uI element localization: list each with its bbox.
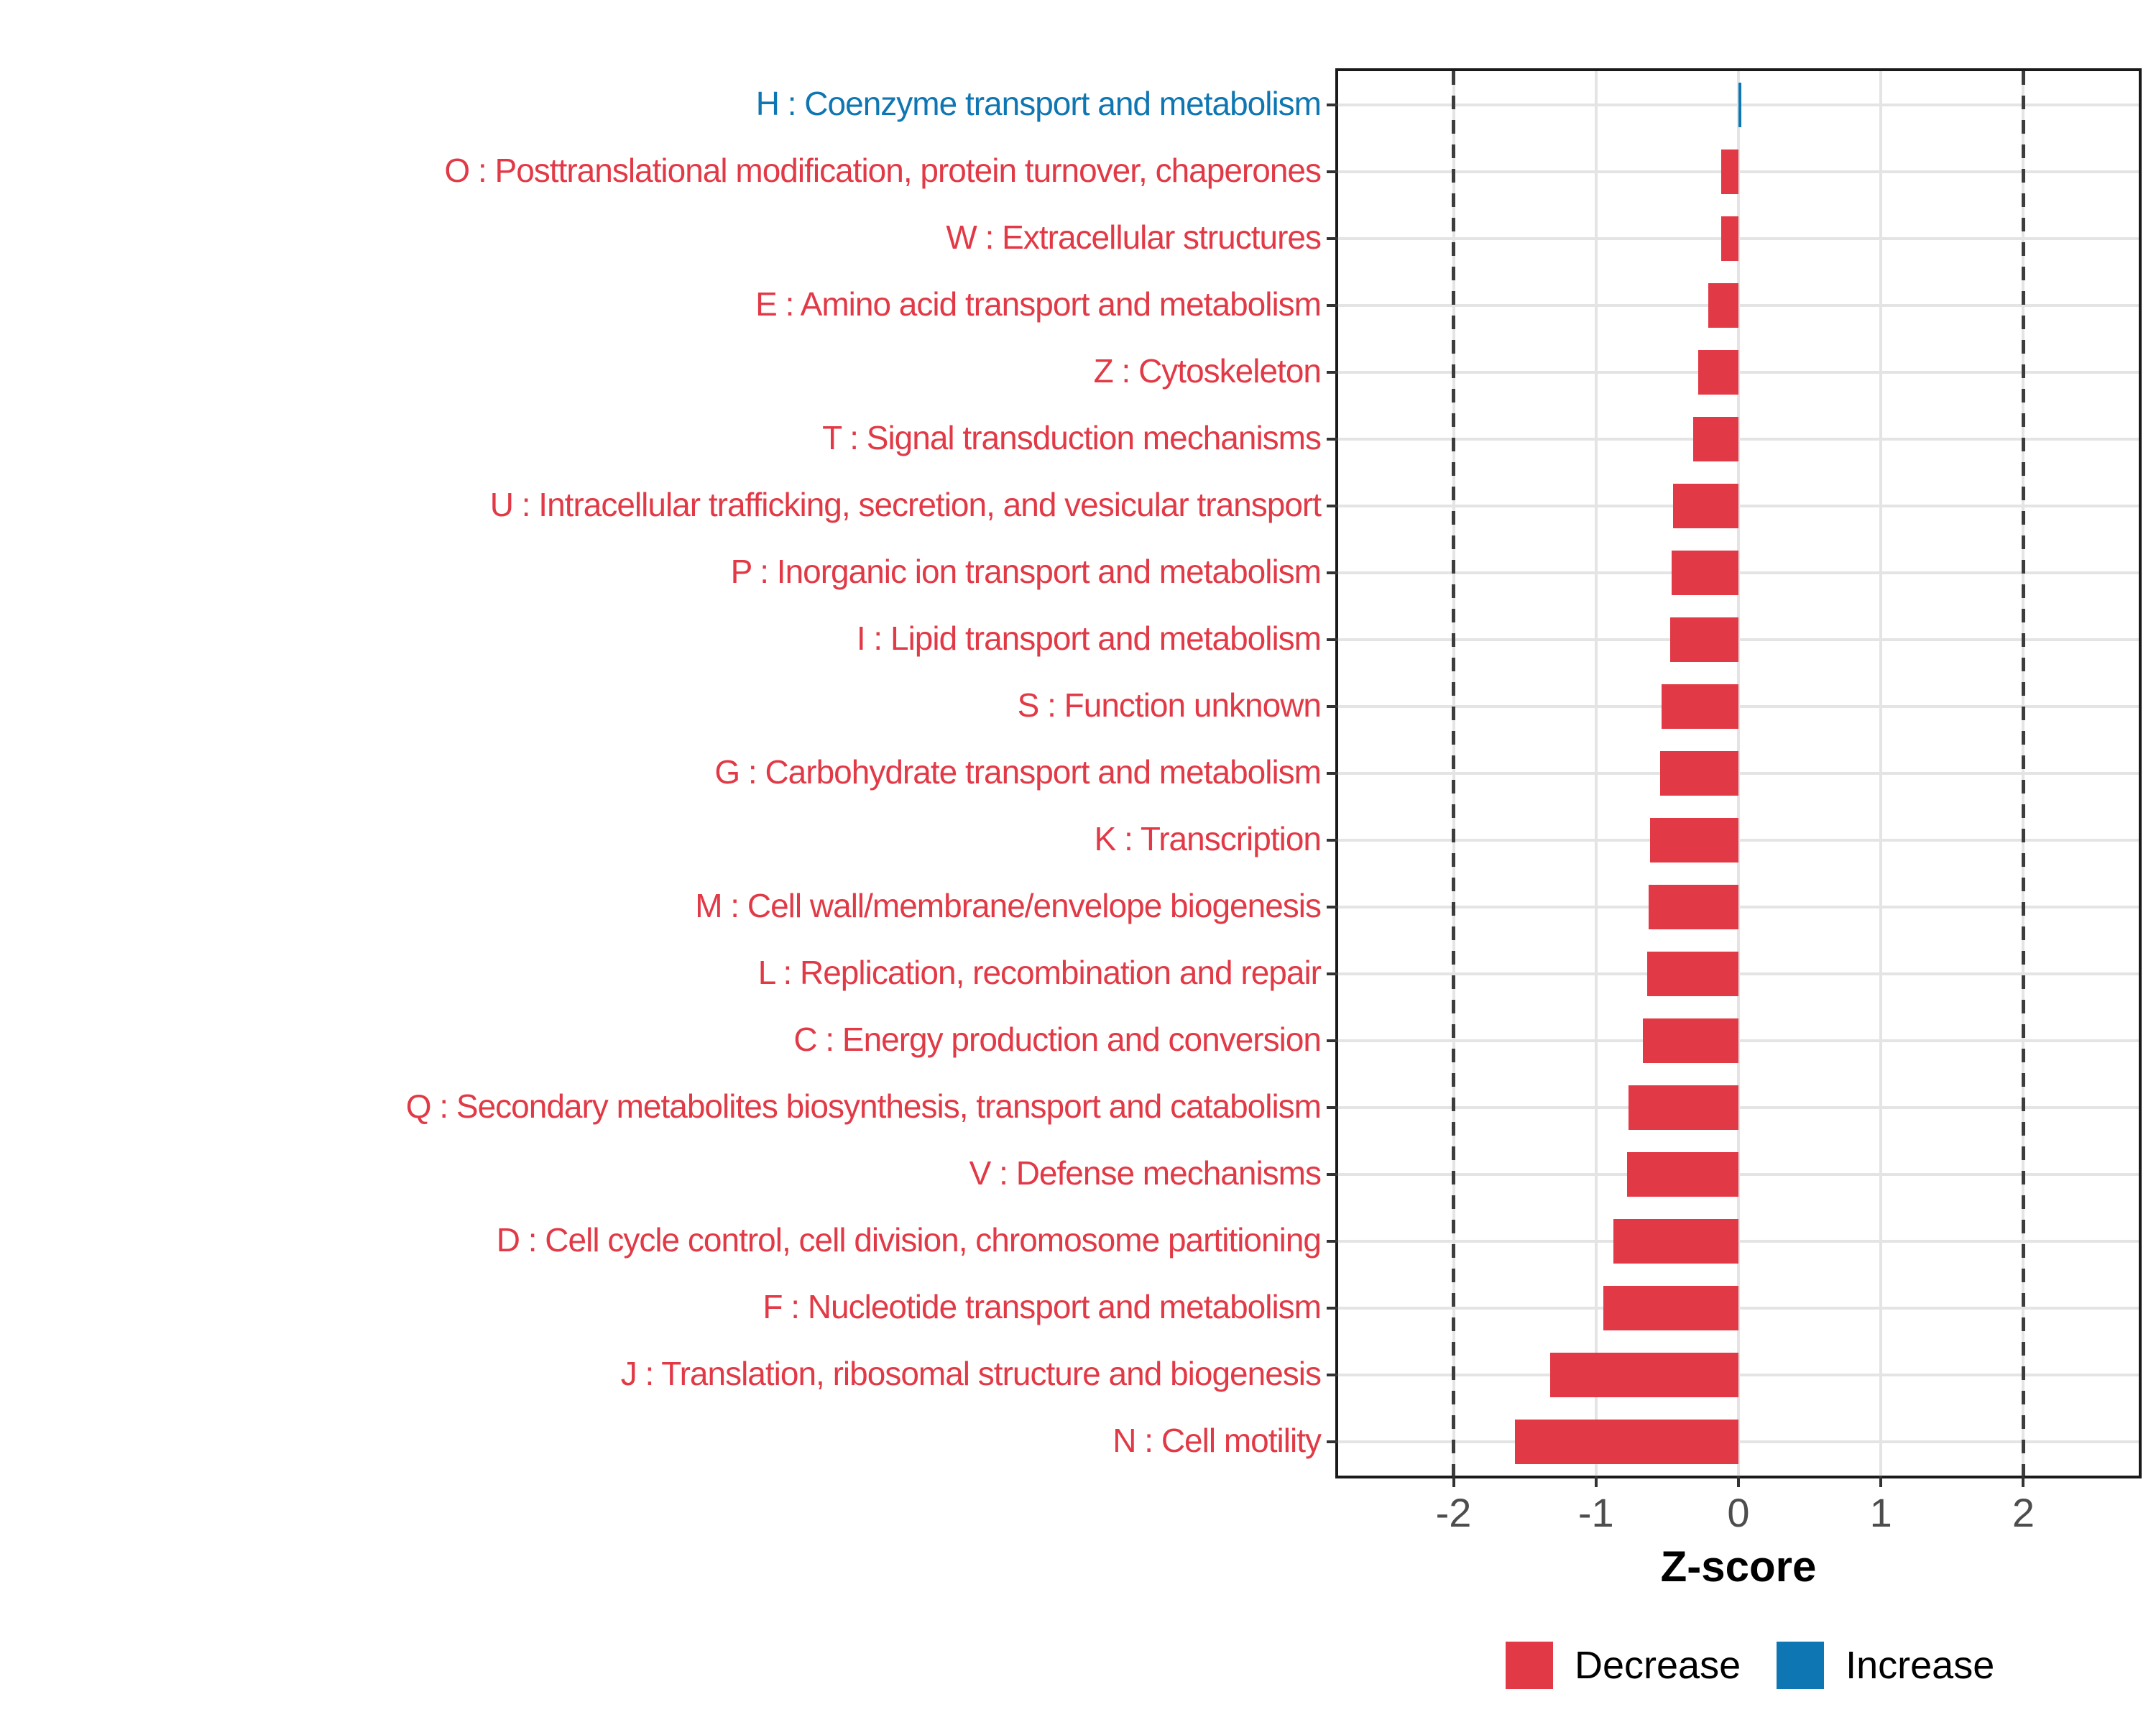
bar [1613, 1219, 1738, 1264]
x-axis-tick [2022, 1476, 2024, 1487]
bar [1738, 83, 1741, 127]
x-tick-label: -2 [1435, 1490, 1472, 1535]
category-label: U : Intracellular trafficking, secretion, and vesicular transport [489, 485, 1321, 523]
category-label: D : Cell cycle control, cell division, chromosome partitioning [496, 1221, 1321, 1259]
legend-item-increase [1777, 1642, 2030, 1689]
legend-swatch-increase [1777, 1642, 1824, 1689]
bar [1721, 150, 1738, 194]
bar [1643, 1018, 1738, 1063]
gridline-x [1879, 71, 1882, 1476]
y-axis-tick [1327, 1039, 1338, 1042]
y-axis-tick [1327, 505, 1338, 507]
bar [1698, 350, 1738, 395]
bar [1672, 551, 1738, 595]
threshold-line [1452, 71, 1455, 1476]
category-label: S : Function unknown [1017, 686, 1321, 724]
category-label: K : Transcription [1094, 820, 1321, 858]
y-axis-tick [1327, 371, 1338, 374]
bar [1515, 1420, 1738, 1464]
y-axis-tick [1327, 906, 1338, 908]
bar [1693, 417, 1738, 461]
category-label: O : Posttranslational modification, protein turnover, chaperones [444, 151, 1321, 189]
bar [1673, 484, 1738, 528]
bar [1708, 283, 1738, 328]
category-label: Z : Cytoskeleton [1093, 351, 1321, 390]
category-label: Q : Secondary metabolites biosynthesis, transport and catabolism [405, 1087, 1321, 1126]
category-label: I : Lipid transport and metabolism [856, 620, 1321, 658]
x-tick-label: 1 [1869, 1490, 1892, 1535]
x-tick-label: -1 [1577, 1490, 1614, 1535]
x-axis-tick [1452, 1476, 1455, 1487]
bar [1650, 818, 1738, 862]
category-label: V : Defense mechanisms [969, 1154, 1321, 1192]
legend-label: Decrease [1575, 1644, 1741, 1687]
bar [1628, 1085, 1738, 1130]
bar [1550, 1353, 1738, 1397]
bar [1662, 684, 1738, 729]
category-label: T : Signal transduction mechanisms [822, 418, 1321, 456]
y-axis-tick [1327, 638, 1338, 641]
y-axis-tick [1327, 571, 1338, 574]
y-axis-tick [1327, 104, 1338, 106]
bar [1603, 1286, 1738, 1330]
y-axis-tick [1327, 438, 1338, 441]
category-label: P : Inorganic ion transport and metabolism [730, 552, 1321, 590]
y-axis-tick [1327, 1240, 1338, 1243]
x-axis-tick [1595, 1476, 1598, 1487]
x-axis-title: Z-score [1660, 1542, 1817, 1591]
category-label: H : Coenzyme transport and metabolism [755, 84, 1321, 122]
bar [1649, 885, 1738, 929]
y-axis-tick [1327, 1106, 1338, 1109]
y-axis-tick [1327, 1374, 1338, 1376]
y-axis-tick [1327, 170, 1338, 173]
category-label: F : Nucleotide transport and metabolism [763, 1288, 1321, 1326]
x-axis-tick [1737, 1476, 1740, 1487]
category-label: J : Translation, ribosomal structure and biogenesis [620, 1355, 1321, 1393]
y-axis-tick [1327, 304, 1338, 307]
category-label: L : Replication, recombination and repair [757, 954, 1321, 992]
legend [1506, 1641, 2030, 1690]
x-tick-label: 0 [1727, 1490, 1750, 1535]
y-axis-tick [1327, 1307, 1338, 1310]
y-axis-tick [1327, 1440, 1338, 1443]
x-tick-label: 2 [2012, 1490, 2035, 1535]
y-axis-tick [1327, 705, 1338, 708]
y-axis-tick [1327, 772, 1338, 775]
y-axis-tick [1327, 237, 1338, 240]
bar [1670, 617, 1738, 662]
category-label: W : Extracellular structures [946, 218, 1321, 256]
category-label: C : Energy production and conversion [793, 1021, 1321, 1059]
bar [1660, 751, 1738, 796]
legend-label: Increase [1846, 1644, 1995, 1687]
bar [1647, 952, 1738, 996]
plot-panel [1335, 68, 2142, 1478]
legend-item-decrease [1506, 1642, 1777, 1689]
y-axis-tick [1327, 972, 1338, 975]
gridline-x [1595, 71, 1598, 1476]
category-label: N : Cell motility [1112, 1422, 1321, 1460]
threshold-line [2022, 71, 2025, 1476]
category-label: E : Amino acid transport and metabolism [755, 285, 1321, 323]
legend-swatch-decrease [1506, 1642, 1553, 1689]
category-label: G : Carbohydrate transport and metabolism [714, 753, 1321, 791]
category-label: M : Cell wall/membrane/envelope biogenesis [695, 887, 1321, 925]
y-axis-tick [1327, 1173, 1338, 1176]
bar [1721, 216, 1738, 261]
bar [1627, 1152, 1738, 1197]
x-axis-tick [1879, 1476, 1882, 1487]
y-axis-tick [1327, 839, 1338, 842]
